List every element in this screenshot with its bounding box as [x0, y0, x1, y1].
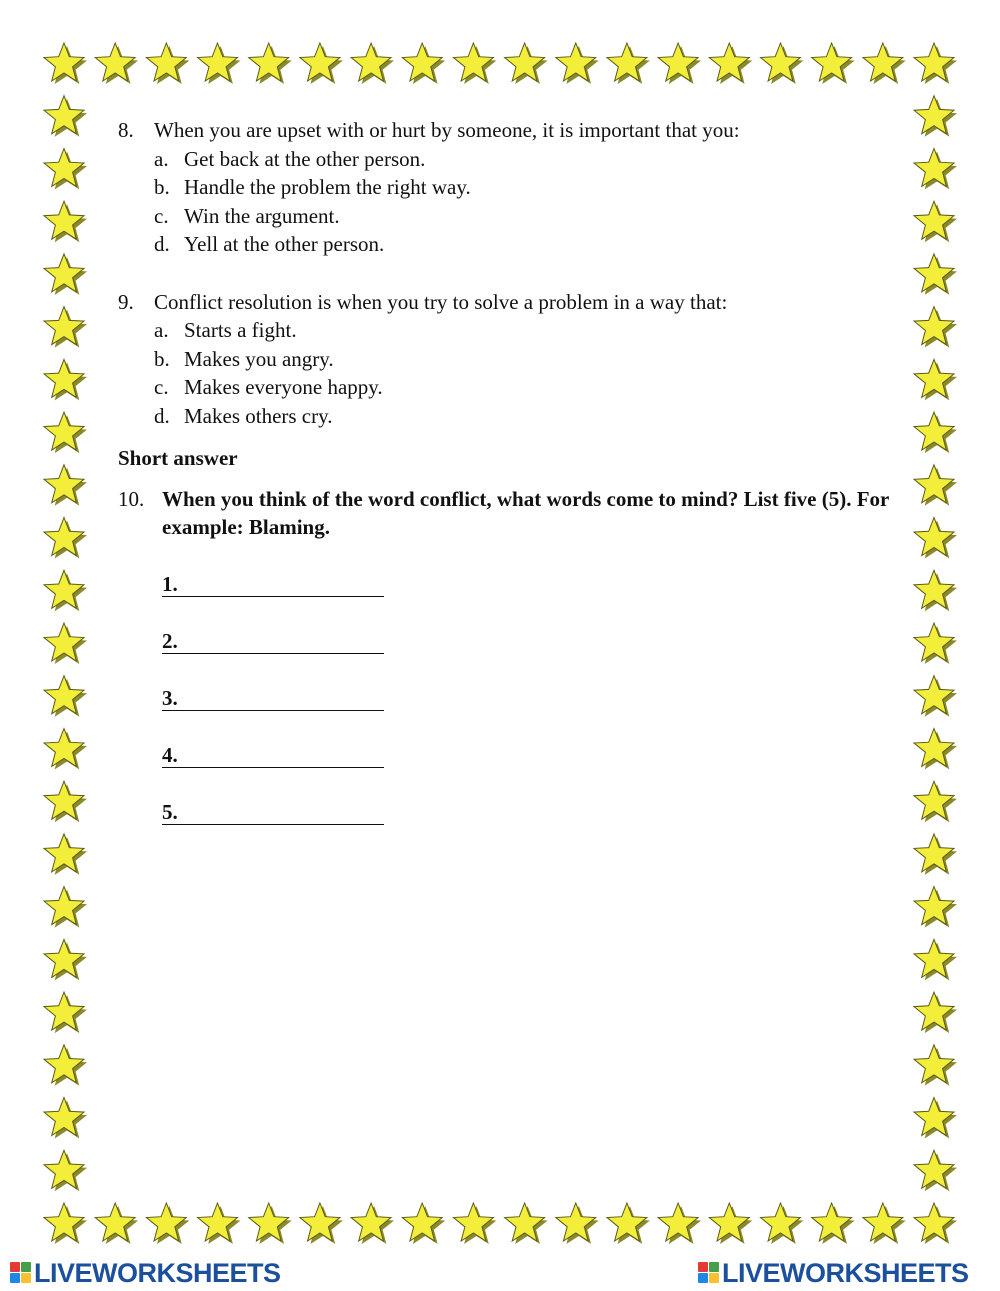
option-letter: d.	[154, 232, 170, 256]
star-icon	[709, 43, 752, 84]
answer-blank[interactable]	[162, 798, 908, 855]
option-letter: b.	[154, 346, 170, 371]
blank-label: 5.	[162, 800, 384, 825]
star-icon	[914, 781, 957, 822]
star-icon	[505, 43, 548, 84]
star-icon	[44, 1203, 87, 1244]
star-icon	[607, 43, 650, 84]
star-icon	[914, 201, 957, 242]
star-icon	[658, 1203, 701, 1244]
star-icon	[914, 1203, 957, 1244]
option-text: Handle the problem the right way.	[184, 175, 471, 199]
star-icon	[44, 359, 87, 400]
star-icon	[44, 623, 87, 664]
star-icon	[44, 1098, 87, 1139]
star-icon	[44, 887, 87, 928]
answer-blank[interactable]	[162, 684, 908, 741]
answer-option[interactable]	[154, 402, 908, 431]
question-8	[118, 116, 908, 145]
star-icon	[44, 729, 87, 770]
star-icon	[607, 1203, 650, 1244]
star-icon	[914, 1098, 957, 1139]
question-text: When you are upset with or hurt by someone, it is important that you:	[154, 118, 740, 142]
option-letter: c.	[154, 375, 169, 399]
star-icon	[709, 1203, 752, 1244]
blank-label: 3.	[162, 686, 384, 711]
star-icon	[44, 834, 87, 875]
star-icon	[812, 43, 855, 84]
star-icon	[95, 1203, 138, 1244]
option-letter: a.	[154, 146, 169, 171]
question-9	[118, 288, 908, 317]
star-icon	[863, 1203, 906, 1244]
answer-option[interactable]	[154, 202, 908, 231]
star-icon	[249, 1203, 292, 1244]
star-icon	[658, 43, 701, 84]
star-icon	[556, 43, 599, 84]
star-icon	[44, 149, 87, 190]
star-icon	[249, 43, 292, 84]
option-text: Makes everyone happy.	[184, 375, 383, 399]
logo-icon	[698, 1262, 720, 1284]
question-number: 8.	[118, 118, 134, 142]
option-letter: b.	[154, 175, 170, 199]
star-icon	[914, 96, 957, 137]
question-text: When you think of the word conflict, what words come to mind? List five (5). For example: Blaming.	[162, 486, 890, 539]
question-text: Conflict resolution is when you try to solve a problem in a way that:	[154, 289, 728, 314]
star-icon	[146, 43, 189, 84]
star-icon	[44, 939, 87, 980]
star-icon	[914, 149, 957, 190]
option-text: Yell at the other person.	[184, 232, 385, 256]
star-icon	[556, 1203, 599, 1244]
logo-icon	[10, 1262, 32, 1284]
question-10	[118, 485, 908, 542]
blank-label: 4.	[162, 743, 384, 768]
option-text: Get back at the other person.	[184, 146, 426, 171]
star-icon	[402, 1203, 445, 1244]
logo-text: LIVEWORKSHEETS	[34, 1257, 281, 1288]
star-icon	[95, 43, 138, 84]
answer-blank[interactable]	[162, 741, 908, 798]
star-icon	[761, 1203, 804, 1244]
star-icon	[761, 43, 804, 84]
star-icon	[402, 43, 445, 84]
star-icon	[914, 412, 957, 453]
option-text: Win the argument.	[184, 203, 340, 228]
star-icon	[198, 43, 241, 84]
star-icon	[44, 518, 87, 559]
star-icon	[812, 1203, 855, 1244]
option-text: Makes you angry.	[184, 346, 334, 371]
star-icon	[914, 834, 957, 875]
worksheet-content	[118, 116, 908, 855]
star-icon	[914, 359, 957, 400]
star-icon	[914, 570, 957, 611]
option-letter: a.	[154, 318, 169, 342]
answer-blank[interactable]	[162, 627, 908, 684]
star-icon	[44, 570, 87, 611]
star-icon	[914, 1045, 957, 1086]
star-icon	[44, 781, 87, 822]
option-text: Makes others cry.	[184, 403, 333, 428]
star-icon	[914, 43, 957, 84]
answer-blanks	[118, 570, 908, 855]
option-text: Starts a fight.	[184, 318, 297, 342]
answer-option[interactable]	[154, 316, 908, 345]
liveworksheets-logo	[10, 1258, 281, 1288]
answer-option[interactable]	[154, 145, 908, 174]
star-icon	[505, 1203, 548, 1244]
star-icon	[914, 729, 957, 770]
star-icon	[914, 465, 957, 506]
star-icon	[300, 1203, 343, 1244]
answer-blank[interactable]	[162, 570, 908, 627]
answer-options	[118, 145, 908, 259]
star-icon	[351, 43, 394, 84]
option-letter: d.	[154, 403, 170, 428]
star-icon	[44, 307, 87, 348]
star-icon	[44, 96, 87, 137]
blank-label: 1.	[162, 572, 384, 597]
blank-label: 2.	[162, 629, 384, 654]
star-icon	[300, 43, 343, 84]
star-icon	[914, 307, 957, 348]
star-icon	[351, 1203, 394, 1244]
star-icon	[914, 254, 957, 295]
star-icon	[863, 43, 906, 84]
star-icon	[44, 1150, 87, 1191]
answer-option[interactable]	[154, 345, 908, 374]
option-letter: c.	[154, 203, 169, 228]
star-icon	[146, 1203, 189, 1244]
star-icon	[914, 623, 957, 664]
star-icon	[914, 1150, 957, 1191]
star-icon	[44, 1045, 87, 1086]
question-number: 10.	[118, 486, 145, 511]
star-icon	[453, 43, 496, 84]
answer-option[interactable]	[154, 173, 908, 202]
logo-text: LIVEWORKSHEETS	[722, 1257, 969, 1288]
star-icon	[914, 887, 957, 928]
star-icon	[44, 992, 87, 1033]
star-icon	[914, 518, 957, 559]
liveworksheets-logo	[698, 1258, 969, 1288]
star-icon	[914, 939, 957, 980]
answer-option[interactable]	[154, 373, 908, 402]
star-icon	[44, 201, 87, 242]
star-icon	[914, 676, 957, 717]
star-icon	[914, 992, 957, 1033]
answer-options	[118, 316, 908, 430]
question-number: 9.	[118, 289, 134, 314]
answer-option[interactable]	[154, 230, 908, 259]
star-icon	[453, 1203, 496, 1244]
star-icon	[44, 465, 87, 506]
star-icon	[44, 254, 87, 295]
star-icon	[44, 676, 87, 717]
star-icon	[198, 1203, 241, 1244]
star-icon	[44, 412, 87, 453]
star-icon	[44, 43, 87, 84]
section-heading: Short answer	[118, 446, 238, 470]
